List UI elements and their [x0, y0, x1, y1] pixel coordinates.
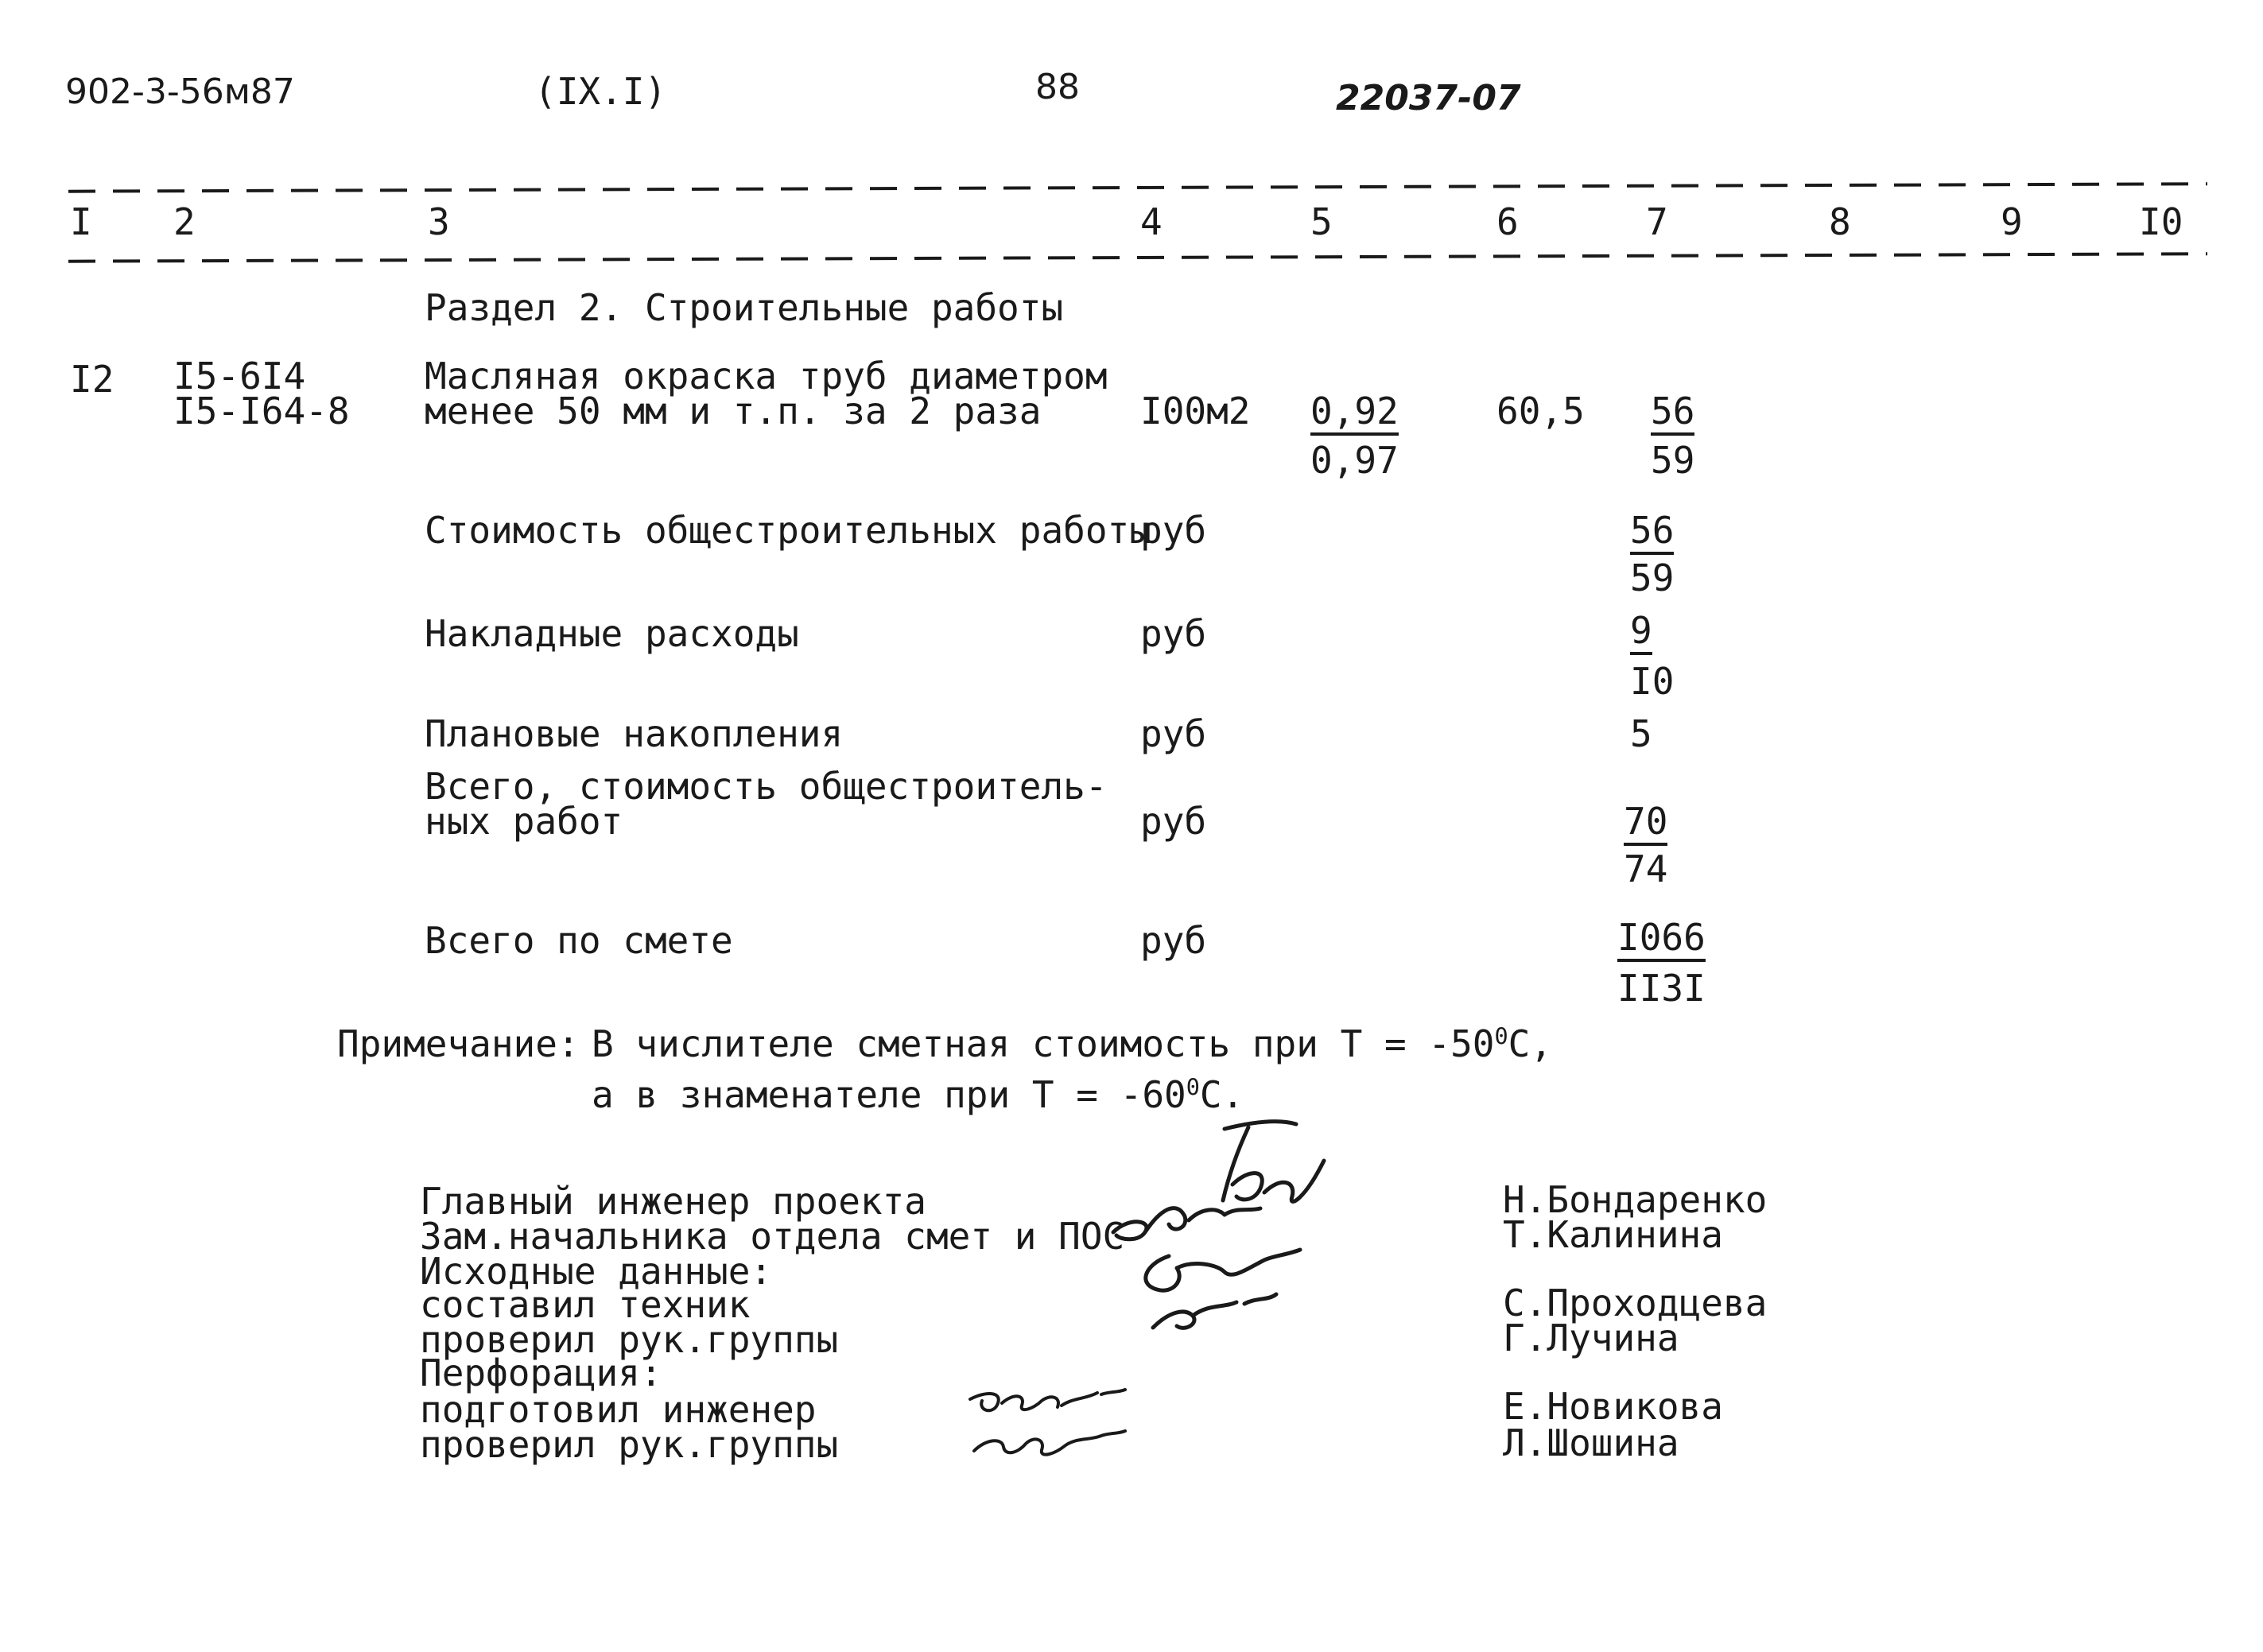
- summary-value-denominator: I0: [1630, 660, 1675, 703]
- column-header: 2: [173, 200, 196, 243]
- grand-total-unit: руб: [1140, 919, 1207, 962]
- column-header: 6: [1496, 200, 1519, 243]
- signature-role: составил техник: [420, 1283, 751, 1326]
- header-rule-top: [68, 182, 2207, 192]
- summary-value: 5: [1630, 712, 1652, 755]
- column-header: 8: [1829, 200, 1851, 243]
- summary-label: Всего, стоимость общестроитель-: [425, 765, 1108, 808]
- signature-name: Е.Новикова: [1503, 1385, 1723, 1428]
- header-rule-bottom: [68, 252, 2207, 262]
- signature-name: С.Проходцева: [1503, 1282, 1768, 1324]
- doc-code: 902-3-56м87: [65, 72, 295, 112]
- item-qty-numerator: 0,92: [1310, 393, 1399, 436]
- item-description: менее 50 мм и т.п. за 2 раза: [425, 390, 1042, 432]
- summary-value-denominator: 59: [1630, 556, 1675, 599]
- summary-label: Стоимость общестроительных работы: [425, 509, 1151, 552]
- grand-total-label: Всего по смете: [425, 919, 733, 962]
- signature-name: Т.Калинина: [1503, 1213, 1723, 1256]
- item-number: I2: [70, 358, 115, 401]
- summary-label: Плановые накопления: [425, 712, 844, 755]
- summary-label: ных работ: [425, 800, 623, 843]
- section-code: (IX.I): [534, 70, 667, 113]
- section-title: Раздел 2. Строительные работы: [425, 286, 1064, 329]
- item-price: 60,5: [1496, 390, 1585, 432]
- column-header: I0: [2139, 200, 2183, 243]
- item-description: Масляная окраска труб диаметром: [425, 355, 1108, 397]
- summary-value-numerator: 9: [1630, 612, 1652, 655]
- grand-total-denominator: II3I: [1617, 967, 1706, 1010]
- summary-unit: руб: [1140, 800, 1207, 843]
- handwritten-initials: [962, 1383, 1137, 1471]
- summary-label: Накладные расходы: [425, 612, 799, 655]
- signature-name: Г.Лучина: [1503, 1317, 1679, 1359]
- signature-role: подготовил инженер: [420, 1388, 817, 1431]
- note-unit: С.: [1199, 1073, 1244, 1116]
- summary-unit: руб: [1140, 712, 1207, 755]
- column-header: 9: [2001, 200, 2023, 243]
- note-prefix: Примечание:: [337, 1022, 580, 1065]
- item-code: I5-I64-8: [173, 390, 350, 432]
- note-text: а в знаменателе при Т = -60: [592, 1073, 1186, 1116]
- column-header: 7: [1646, 200, 1668, 243]
- column-header: I: [70, 200, 92, 243]
- summary-value-numerator: 56: [1630, 512, 1674, 555]
- degree-mark: 0: [1186, 1074, 1200, 1101]
- note-unit: С,: [1508, 1022, 1553, 1065]
- grand-total-numerator: I066: [1617, 919, 1706, 962]
- column-header: 4: [1140, 200, 1163, 243]
- signature-role: проверил рук.группы: [420, 1423, 839, 1466]
- item-total-numerator: 56: [1651, 393, 1694, 436]
- summary-unit: руб: [1140, 612, 1207, 655]
- signature-role: Перфорация:: [420, 1351, 662, 1394]
- summary-value-denominator: 74: [1624, 847, 1668, 890]
- degree-mark: 0: [1494, 1023, 1508, 1050]
- item-code: I5-6I4: [173, 355, 306, 397]
- item-qty-denominator: 0,97: [1310, 439, 1399, 482]
- column-header: 5: [1310, 200, 1333, 243]
- item-unit: I00м2: [1140, 390, 1251, 432]
- note-line: [592, 1073, 1244, 1116]
- signature-role: Главный инженер проекта: [420, 1180, 926, 1223]
- note-text: В числителе сметная стоимость при Т = -50: [592, 1022, 1495, 1065]
- signature-role: Зам.начальника отдела смет и ПОС: [420, 1215, 1125, 1258]
- archive-number: 22037-07: [1336, 78, 1521, 118]
- item-total-denominator: 59: [1651, 439, 1695, 482]
- summary-unit: руб: [1140, 509, 1207, 552]
- note-line: [592, 1022, 1553, 1065]
- summary-value-numerator: 70: [1624, 803, 1667, 846]
- handwritten-signature: [1097, 1113, 1368, 1383]
- signature-name: Н.Бондаренко: [1503, 1178, 1768, 1221]
- signature-role: проверил рук.группы: [420, 1318, 839, 1361]
- signature-name: Л.Шошина: [1503, 1421, 1679, 1464]
- signature-role: Исходные данные:: [420, 1250, 773, 1293]
- page-number: 88: [1035, 67, 1080, 107]
- column-header: 3: [428, 200, 450, 243]
